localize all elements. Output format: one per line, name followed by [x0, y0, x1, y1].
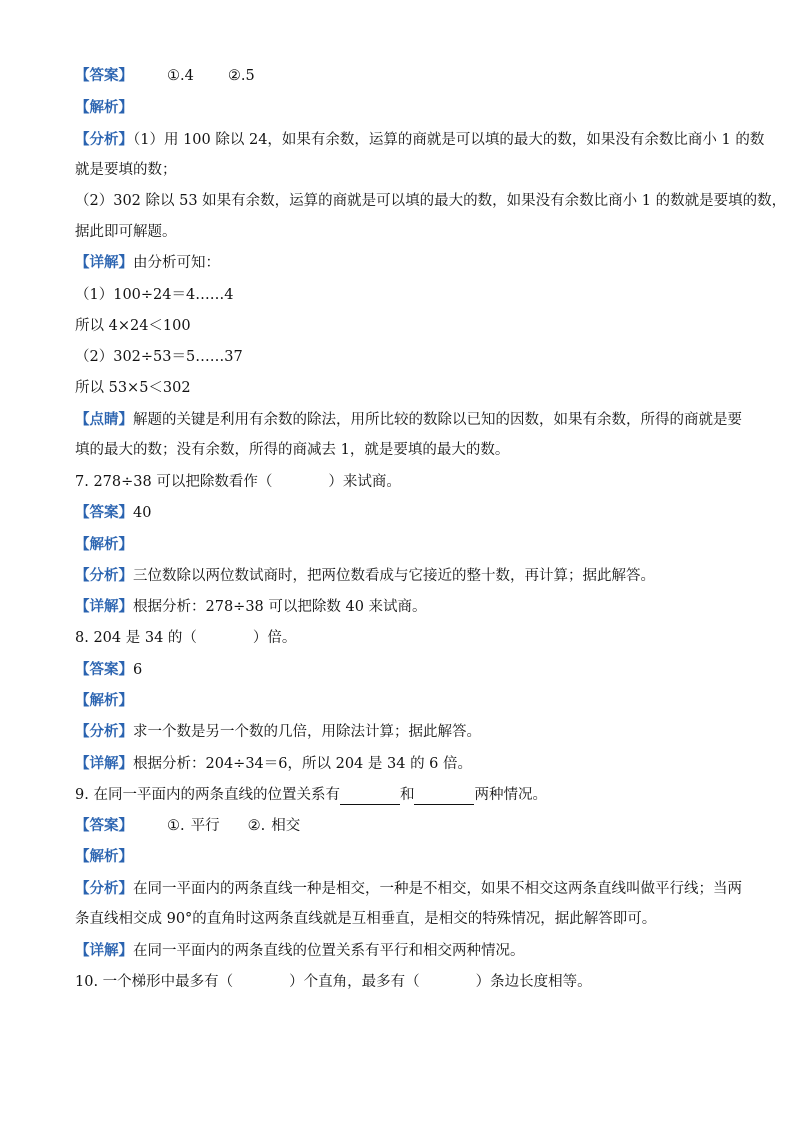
answer-line: 【答案】 ①. 平行 ②. 相交 [75, 817, 301, 834]
answer-value-2: 5 [245, 68, 255, 84]
fenxi-line: 【分析】三位数除以两位数试商时，把两位数看成与它接近的整十数，再计算；据此解答。 [75, 567, 655, 584]
analysis-heading: 【解析】 [75, 99, 133, 116]
fill-blank [340, 789, 400, 805]
answer-line: 【答案】6 [75, 661, 143, 678]
text-line: 据此即可解题。 [75, 224, 177, 240]
calc-line: 所以 4×24＜100 [75, 318, 191, 334]
fill-blank [414, 789, 474, 805]
calc-line: （2）302÷53＝5……37 [75, 349, 243, 365]
question-7: 7. 278÷38 可以把除数看作（ ）来试商。 [75, 474, 401, 490]
question-9: 9. 在同一平面内的两条直线的位置关系有 和 两种情况。 [75, 787, 547, 803]
answer-marker-2: ②. [227, 68, 246, 84]
text-line: 条直线相交成 90°的直角时这两条直线就是互相垂直，是相交的特殊情况，据此解答即可。 [75, 911, 657, 927]
answer-line [75, 66, 725, 86]
pointer-line: 【点睛】解题的关键是利用有余数的除法，用所比较的数除以已知的因数，如果有余数，所得的商就是要 [75, 411, 742, 428]
fenxi-tag: 【分析】 [75, 131, 133, 148]
answer-marker-2: ②. [247, 818, 266, 834]
answer-value-2: 相交 [271, 818, 301, 834]
fenxi-line: 【分析】求一个数是另一个数的几倍，用除法计算；据此解答。 [75, 723, 481, 740]
analysis-heading: 【解析】 [75, 848, 133, 865]
answer-value-1: 4 [184, 68, 194, 84]
answer-value-1: 平行 [190, 818, 220, 834]
analysis-heading: 【解析】 [75, 536, 133, 553]
calc-line: （1）100÷24＝4……4 [75, 287, 234, 303]
analysis-heading: 【解析】 [75, 692, 133, 709]
detail-line: 【详解】根据分析：204÷34＝6，所以 204 是 34 的 6 倍。 [75, 755, 473, 772]
text-line: （2）302 除以 53 如果有余数，运算的商就是可以填的最大的数，如果没有余数比商小 1 的数就是要填的数， [75, 193, 787, 209]
answer-value: 40 [133, 505, 152, 521]
detail-tag: 【详解】 [75, 254, 133, 271]
fenxi-line: 【分析】（1）用 100 除以 24，如果有余数，运算的商就是可以填的最大的数，如果没有余数比商小 1 的数 [75, 131, 765, 148]
detail-line: 【详解】在同一平面内的两条直线的位置关系有平行和相交两种情况。 [75, 942, 525, 959]
answer-line: 【答案】40 [75, 504, 152, 521]
answer-marker-1: ①. [167, 818, 185, 834]
text-line: 就是要填的数； [75, 162, 177, 178]
question-10: 10. 一个梯形中最多有（ ）个直角，最多有（ ）条边长度相等。 [75, 974, 592, 990]
pointer-tag: 【点睛】 [75, 411, 133, 428]
calc-line: 所以 53×5＜302 [75, 380, 191, 396]
question-8: 8. 204 是 34 的（ ）倍。 [75, 630, 297, 646]
detail-line: 【详解】根据分析：278÷38 可以把除数 40 来试商。 [75, 598, 427, 615]
answer-value: 6 [133, 662, 143, 678]
answer-tag: 【答案】 [75, 67, 133, 84]
detail-line: 【详解】由分析可知： [75, 254, 220, 271]
answer-marker-1: ①. [167, 68, 185, 84]
text-line: 填的最大的数；没有余数，所得的商减去 1，就是要填的最大的数。 [75, 442, 510, 458]
fenxi-line: 【分析】在同一平面内的两条直线一种是相交，一种是不相交，如果不相交这两条直线叫做平行线；当两 [75, 880, 742, 897]
